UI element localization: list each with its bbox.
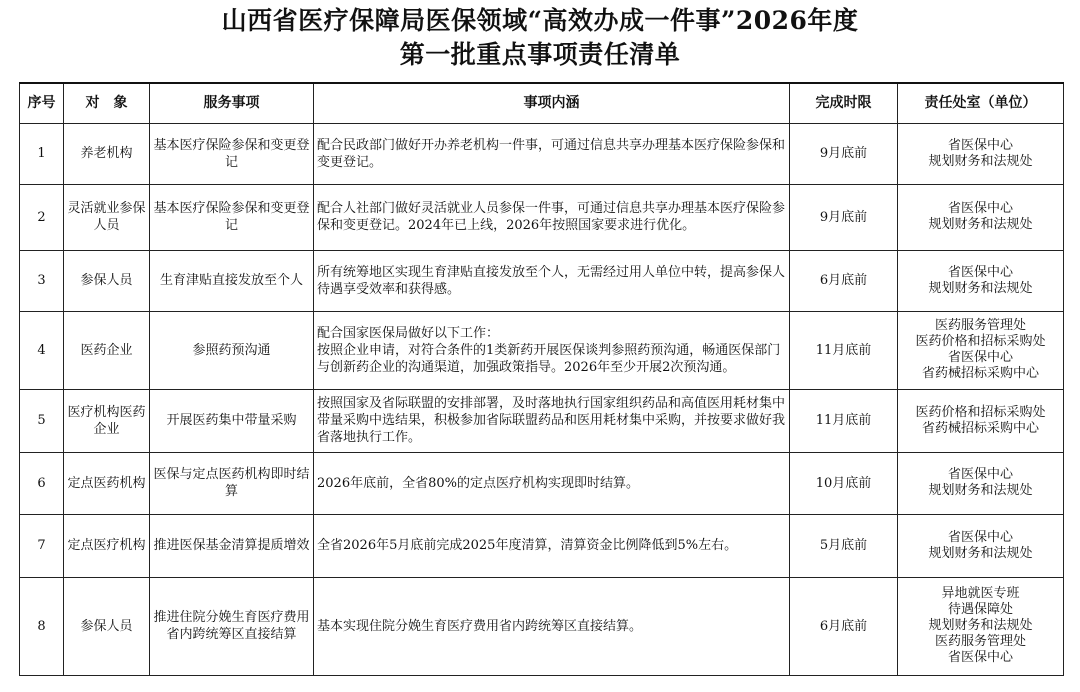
office-name: 异地就医专班 — [941, 586, 1020, 601]
row-content: 按照国家及省际联盟的安排部署，及时落地执行国家组织药品和高值医用耗材集中带量采购中选结果，积极参加省际联盟药品和医用耗材集中采购，并按要求做好我省落地执行工作。 — [314, 389, 790, 452]
row-office — [898, 250, 1064, 311]
row-content — [314, 311, 790, 389]
row-office — [898, 184, 1064, 250]
office-name: 医药服务管理处 — [934, 634, 1026, 649]
content-line: 按照企业申请，对符合条件的1类新药开展医保谈判参照药预沟通，畅通医保部门与创新药企业的沟通渠道，加强政策指导。2026年至少开展2次预沟通。 — [317, 342, 781, 375]
table-row — [20, 389, 1064, 452]
row-deadline: 10月底前 — [790, 452, 898, 514]
row-deadline: 5月底前 — [790, 514, 898, 577]
responsibility-table — [19, 82, 1064, 676]
office-name: 省医保中心 — [947, 264, 1013, 280]
row-deadline: 11月底前 — [790, 311, 898, 389]
office-name: 省药械招标采购中心 — [921, 366, 1039, 381]
office-name: 省医保中心 — [947, 529, 1013, 545]
row-deadline: 9月底前 — [790, 184, 898, 250]
row-index: 1 — [20, 123, 64, 184]
row-target: 养老机构 — [64, 123, 150, 184]
row-office — [898, 389, 1064, 452]
row-deadline: 6月底前 — [790, 577, 898, 675]
header-office: 责任处室（单位） — [898, 83, 1064, 123]
title-line-2: 第一批重点事项责任清单 — [399, 40, 681, 69]
row-target: 灵活就业参保人员 — [64, 184, 150, 250]
row-content: 配合民政部门做好开办养老机构一件事，可通过信息共享办理基本医疗保险参保和变更登记。 — [314, 123, 790, 184]
office-name: 省药械招标采购中心 — [921, 420, 1039, 436]
table-row — [20, 311, 1064, 389]
office-name: 省医保中心 — [947, 650, 1013, 665]
table-row — [20, 514, 1064, 577]
row-service: 参照药预沟通 — [150, 311, 314, 389]
row-office — [898, 514, 1064, 577]
header-target: 对 象 — [64, 83, 150, 123]
office-name: 规划财务和法规处 — [928, 280, 1033, 296]
row-index: 5 — [20, 389, 64, 452]
row-deadline: 9月底前 — [790, 123, 898, 184]
row-office — [898, 577, 1064, 675]
office-name: 规划财务和法规处 — [928, 483, 1033, 498]
row-content: 基本实现住院分娩生育医疗费用省内跨统筹区直接结算。 — [314, 577, 790, 675]
header-deadline: 完成时限 — [790, 83, 898, 123]
row-index: 2 — [20, 184, 64, 250]
table-row — [20, 577, 1064, 675]
table-row — [20, 184, 1064, 250]
row-content: 全省2026年5月底前完成2025年度清算，清算资金比例降低到5%左右。 — [314, 514, 790, 577]
header-index: 序号 — [20, 83, 64, 123]
row-office — [898, 311, 1064, 389]
row-target: 医药企业 — [64, 311, 150, 389]
table-header-row — [20, 83, 1064, 123]
title-line-1: 山西省医疗保障局医保领域“高效办成一件事”2026年度 — [221, 6, 859, 35]
row-content: 2026年底前，全省80%的定点医疗机构实现即时结算。 — [314, 452, 790, 514]
row-target: 参保人员 — [64, 250, 150, 311]
office-name: 规划财务和法规处 — [928, 153, 1033, 169]
office-name: 规划财务和法规处 — [928, 545, 1033, 561]
row-content: 配合人社部门做好灵活就业人员参保一件事，可通过信息共享办理基本医疗保险参保和变更登记。2024年已上线，2026年按照国家要求进行优化。 — [314, 184, 790, 250]
row-index: 6 — [20, 452, 64, 514]
row-index: 3 — [20, 250, 64, 311]
row-service: 生育津贴直接发放至个人 — [150, 250, 314, 311]
row-service: 推进住院分娩生育医疗费用省内跨统筹区直接结算 — [150, 577, 314, 675]
header-content: 事项内涵 — [314, 83, 790, 123]
row-service: 基本医疗保险参保和变更登记 — [150, 184, 314, 250]
row-index: 7 — [20, 514, 64, 577]
office-name: 待遇保障处 — [947, 602, 1013, 617]
row-target: 医疗机构医药企业 — [64, 389, 150, 452]
table-row — [20, 250, 1064, 311]
office-name: 医药价格和招标采购处 — [915, 334, 1046, 349]
office-name: 省医保中心 — [947, 467, 1013, 482]
row-target: 定点医疗机构 — [64, 514, 150, 577]
document-title — [0, 4, 1080, 72]
row-service: 开展医药集中带量采购 — [150, 389, 314, 452]
row-target: 参保人员 — [64, 577, 150, 675]
row-service: 推进医保基金清算提质增效 — [150, 514, 314, 577]
row-service: 基本医疗保险参保和变更登记 — [150, 123, 314, 184]
row-service: 医保与定点医药机构即时结算 — [150, 452, 314, 514]
row-index: 8 — [20, 577, 64, 675]
office-name: 医药价格和招标采购处 — [915, 404, 1046, 420]
office-name: 省医保中心 — [947, 350, 1013, 365]
header-service: 服务事项 — [150, 83, 314, 123]
row-index: 4 — [20, 311, 64, 389]
row-office — [898, 452, 1064, 514]
office-name: 规划财务和法规处 — [928, 217, 1033, 232]
office-name: 规划财务和法规处 — [928, 618, 1033, 633]
content-line: 配合国家医保局做好以下工作： — [317, 325, 500, 341]
row-deadline: 11月底前 — [790, 389, 898, 452]
office-name: 医药服务管理处 — [934, 318, 1026, 333]
row-deadline: 6月底前 — [790, 250, 898, 311]
row-content: 所有统筹地区实现生育津贴直接发放至个人，无需经过用人单位中转，提高参保人待遇享受效率和获得感。 — [314, 250, 790, 311]
office-name: 省医保中心 — [947, 137, 1013, 153]
office-name: 省医保中心 — [947, 201, 1013, 216]
row-target: 定点医药机构 — [64, 452, 150, 514]
table-row — [20, 452, 1064, 514]
row-office — [898, 123, 1064, 184]
table-row — [20, 123, 1064, 184]
